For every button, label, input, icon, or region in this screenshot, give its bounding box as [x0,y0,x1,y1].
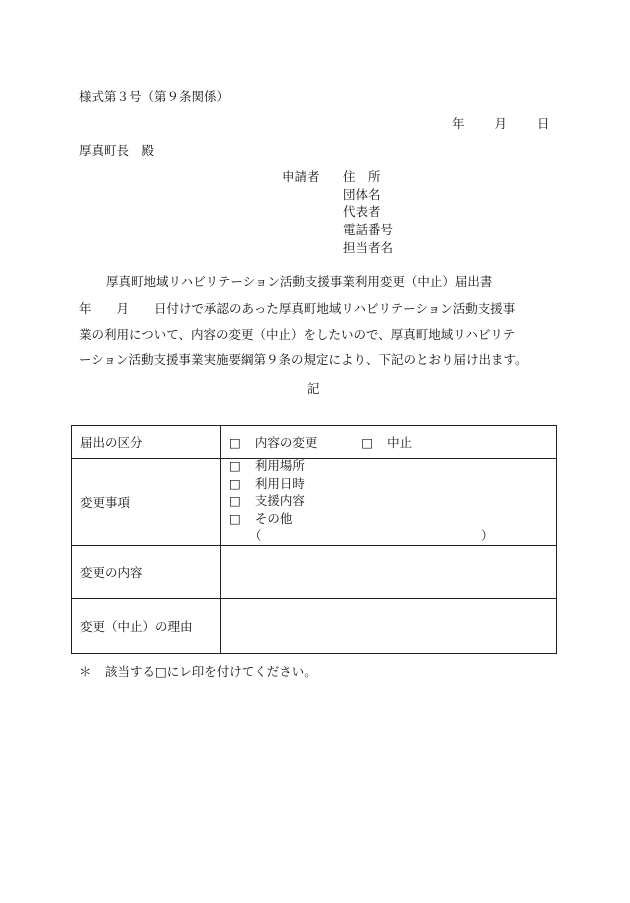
date-line [452,118,550,131]
checkbox-other[interactable]: □ [229,510,241,526]
form-number-label: 様式第３号（第９条関係） [79,89,230,104]
other-detail-field[interactable] [229,530,556,544]
option-datetime: 利用日時 [254,475,305,491]
ki-marker: 記 [307,381,320,396]
applicant-organization: 団体名 [343,186,381,202]
table-row [72,599,557,654]
option-other: その他 [254,510,293,526]
body-line: 年 月 日付けで承認のあった厚真町地域リハビリテーション活動支援事 [79,301,516,316]
notification-type-options [221,426,557,459]
document-title: 厚真町地域リハビリテーション活動支援事業利用変更（中止）届出書 [106,274,493,289]
asterisk-icon: ＊ [79,664,92,679]
checkbox-cancel[interactable]: □ [361,435,374,450]
option-location: 利用場所 [254,458,305,473]
applicant-representative: 代表者 [343,204,381,220]
checkbox-location[interactable]: □ [229,458,241,473]
checkbox-datetime[interactable]: □ [229,475,241,491]
paren-open: （ [249,528,262,543]
table-row [72,426,557,459]
change-content-field[interactable] [221,546,557,599]
addressee: 厚真町長 殿 [79,143,155,158]
checkbox-content-change[interactable]: □ [229,435,241,450]
date-day: 日 [537,116,550,131]
notification-table [71,425,557,654]
date-month: 月 [494,116,508,131]
body-line: ーション活動支援事業実施要綱第９条の規定により、下記のとおり届け出ます。 [79,352,528,367]
applicant-contact-person: 担当者名 [343,239,394,255]
date-year: 年 [452,116,465,131]
change-reason-field[interactable] [221,599,557,654]
table-row [72,546,557,599]
option-content-change: 内容の変更 [254,435,318,450]
row-label-change-content: 変更の内容 [72,546,221,599]
applicant-fields [343,171,393,259]
body-line: 業の利用について、内容の変更（中止）をしたいので、厚真町地域リハビリテ [79,326,516,342]
body-paragraph [79,303,559,380]
applicant-address: 住 所 [343,169,381,184]
row-label-change-items: 変更事項 [72,459,221,546]
footnote-text: 該当する□にレ印を付けてください。 [105,664,317,679]
option-support-content: 支援内容 [254,493,305,508]
checkbox-support-content[interactable]: □ [229,493,241,508]
option-cancel: 中止 [387,435,413,450]
change-items-options [221,459,557,546]
footnote [79,666,317,679]
row-label-notification-type: 届出の区分 [72,426,221,459]
paren-close: ） [481,528,494,543]
row-label-change-reason: 変更（中止）の理由 [72,599,221,654]
table-row [72,459,557,546]
applicant-label: 申請者 [282,169,320,184]
applicant-phone: 電話番号 [343,222,394,238]
